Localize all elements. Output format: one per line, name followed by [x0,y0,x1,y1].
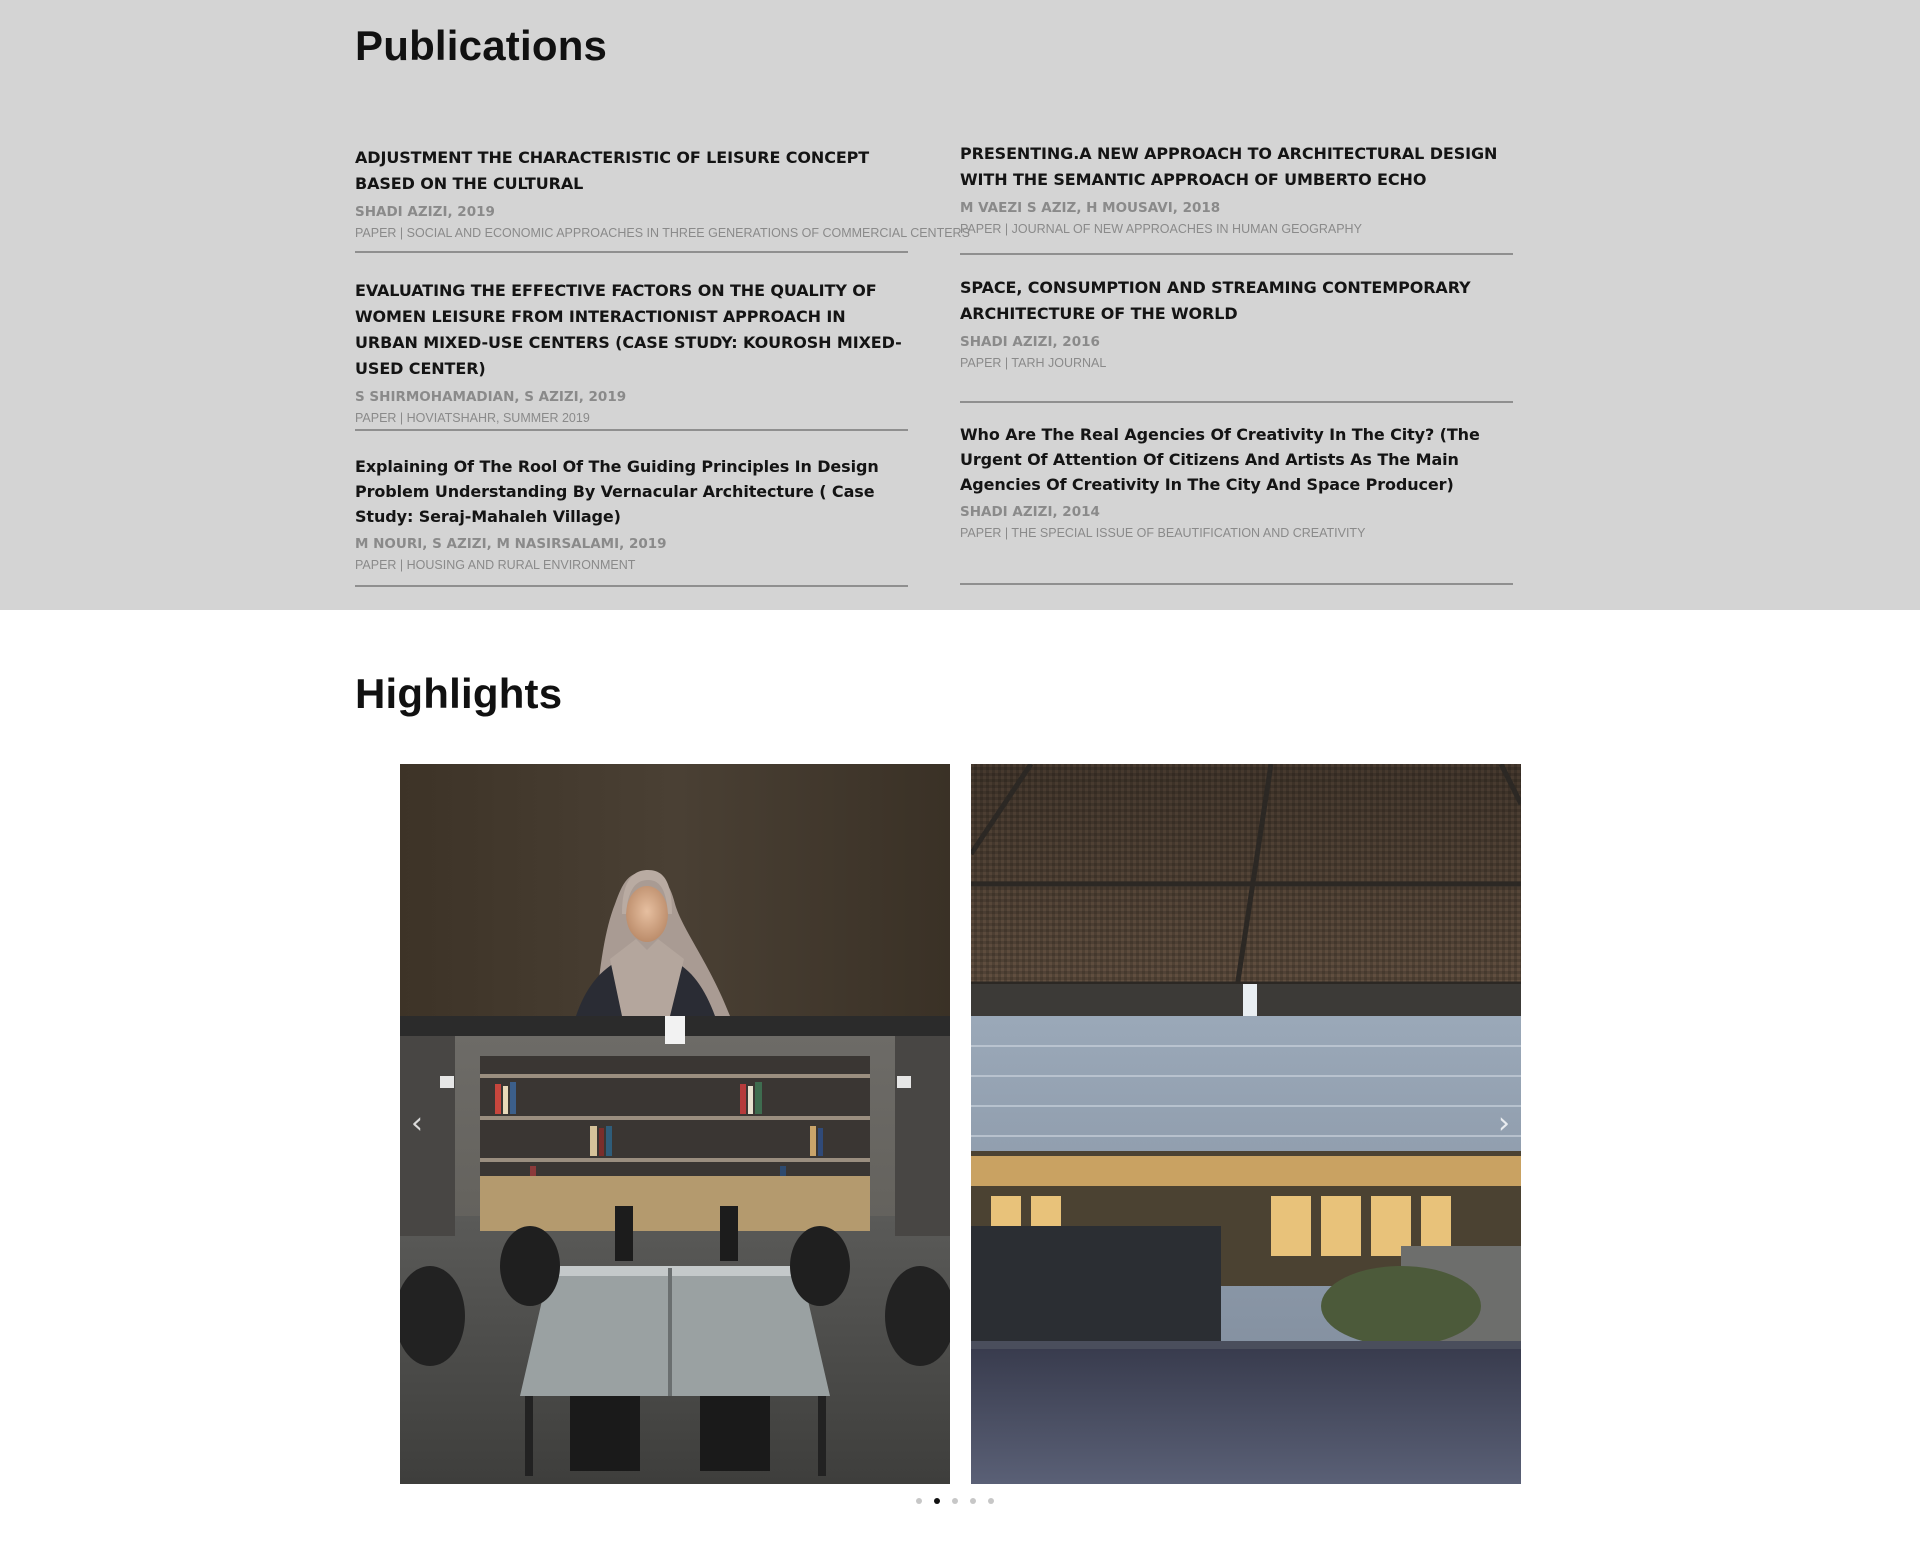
publication-item[interactable] [355,145,970,253]
publication-title[interactable]: Who Are The Real Agencies Of Creativity In The City? (The Urgent Of Attention Of Citizens And Artists As The Main Agencies Of Creativity In The City And Space Producer) [960,425,1480,494]
woman-in-hijab-speaking-photo [400,764,950,1016]
publication-authors: M VAEZI S AZIZ, H MOUSAVI, 2018 [960,200,1221,216]
publication-title[interactable]: EVALUATING THE EFFECTIVE FACTORS ON THE QUALITY OF WOMEN LEISURE FROM INTERACTIONIST APPROACH IN URBAN MIXED-USE CENTERS (CASE STUDY: KOUROSH MIXED-USED CENTER) [355,281,902,378]
carousel-dot[interactable] [916,1498,922,1504]
publication-item[interactable] [355,278,908,431]
publication-venue: PAPER | TARH JOURNAL [960,356,1107,370]
publication-item[interactable] [960,275,1513,403]
carousel-pagination [916,1495,994,1507]
wooden-ceiling-grid-photo [971,764,1521,1016]
publication-authors: M NOURI, S AZIZI, M NASIRSALAMI, 2019 [355,536,667,552]
carousel-dot[interactable] [952,1498,958,1504]
publication-authors: SHADI AZIZI, 2019 [355,204,495,220]
carousel-dot[interactable] [988,1498,994,1504]
publication-title[interactable]: Explaining Of The Rool Of The Guiding Principles In Design Problem Understanding By Vernacular Architecture ( Case Study: Seraj-Mahaleh Village) [355,457,879,526]
building-facade-at-dusk-photo [971,1016,1521,1484]
carousel-dot[interactable] [970,1498,976,1504]
publication-venue: PAPER | HOVIATSHAHR, SUMMER 2019 [355,411,590,425]
publication-item[interactable] [355,454,908,587]
publication-authors: SHADI AZIZI, 2014 [960,504,1100,520]
carousel-prev-arrow-icon[interactable]: ‹ [411,1106,423,1141]
publication-authors: S SHIRMOHAMADIAN, S AZIZI, 2019 [355,389,627,405]
highlights-carousel [400,764,1521,1484]
carousel-slide[interactable] [971,764,1521,1484]
publication-item[interactable] [960,141,1513,255]
publication-authors: SHADI AZIZI, 2016 [960,334,1100,350]
publications-heading: Publications [355,22,608,69]
publications-column-right [960,141,1513,585]
carousel-dot[interactable] [934,1498,940,1504]
publication-title[interactable]: PRESENTING.A NEW APPROACH TO ARCHITECTURAL DESIGN WITH THE SEMANTIC APPROACH OF UMBERTO ECHO [960,144,1498,189]
highlights-heading: Highlights [355,670,563,717]
publication-venue: PAPER | HOUSING AND RURAL ENVIRONMENT [355,558,636,572]
publication-venue: PAPER | THE SPECIAL ISSUE OF BEAUTIFICATION AND CREATIVITY [960,526,1366,540]
carousel-slide[interactable] [400,764,950,1484]
publication-title[interactable]: ADJUSTMENT THE CHARACTERISTIC OF LEISURE CONCEPT BASED ON THE CULTURAL [355,148,870,193]
publication-item[interactable] [960,422,1513,585]
office-interior-with-bookshelves-photo [400,1016,950,1484]
publication-venue: PAPER | JOURNAL OF NEW APPROACHES IN HUMAN GEOGRAPHY [960,222,1362,236]
publication-title[interactable]: SPACE, CONSUMPTION AND STREAMING CONTEMPORARY ARCHITECTURE OF THE WORLD [960,278,1471,323]
publications-column-left [355,145,970,587]
carousel-next-arrow-icon[interactable]: › [1498,1106,1510,1141]
publication-venue: PAPER | SOCIAL AND ECONOMIC APPROACHES IN THREE GENERATIONS OF COMMERCIAL CENTERS [355,226,970,240]
publications-section [0,0,1920,610]
